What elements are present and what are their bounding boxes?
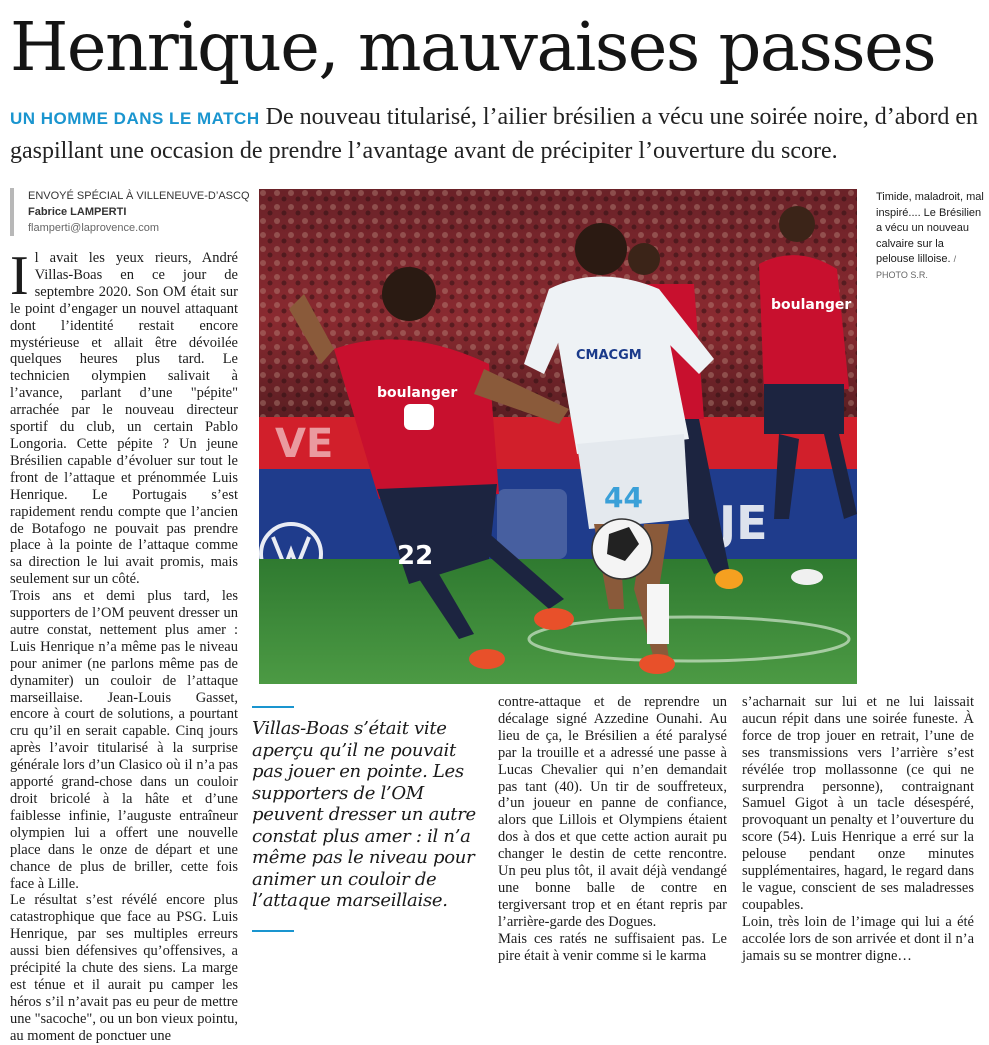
football [592, 519, 652, 579]
headline: Henrique, mauvaises passes [10, 8, 936, 86]
body-column-3 [498, 694, 727, 965]
shirt-sponsor: boulanger [377, 385, 458, 401]
shirt-sponsor: boulanger [771, 297, 852, 313]
byline [10, 188, 250, 236]
dropcap: I [10, 245, 29, 307]
sponsor-logo-icon [497, 489, 567, 559]
body-column-1 [10, 245, 238, 1045]
body-paragraph: Trois ans et demi plus tard, les supporters de l’OM peuvent dresser un autre constat, nettement plus amer : Luis Henrique n’a même pas le niveau pour animer (ne parlons même pas de dynamiter) un couloir de l’attaque marseillaise. Jean-Louis Gasset, encore à court de solutions, a pourtant cru qu’il en serait capable. Cinq jours après l’avoir titularisé à la surprise générale lors d’un Clasico où il n’a pas apporté grand-chose dans un couloir droit bricolé à la hâte et d’une faiblesse infinie, l’auguste entraîneur olympien lui a offert une nouvelle place dans le onze de départ et une chance de plus de briller, cette fois face à Lille. [10, 588, 238, 892]
body-paragraph: s’acharnait sur lui et ne lui laissait aucun répit dans une soirée funeste. À force de trop jouer en retrait, l’une de ses transmissions vers l’arrière s’est révélée trop mollassonne (ce qui ne surprendra personne), contraignant Samuel Gigot à un tacle désespéré, provoquant un penalty et l’ouverture du score (54). Luis Henrique a erré sur la pelouse pendant onze minutes supplémentaires, hagard, le regard dans le vague, conscient de ses maladresses coupables. [742, 694, 974, 913]
photo-caption [876, 190, 984, 283]
body-paragraph: Le résultat s’est révélé encore plus catastrophique que face au PSG. Luis Henrique, par ses multiples erreurs aussi bien défensives qu’offensives, a précipité la chute des siens. La marge est ténue et il aurait pu camper les héros s’il n’avait pas eu peur de mettre une "sacoche", ou un bon vieux pointu, au moment de ponctuer une [10, 892, 238, 1044]
board-text: JE [719, 496, 768, 550]
body-paragraph: contre-attaque et de reprendre un décalage signé Azzedine Ounahi. Au lieu de ça, le Brésilien a été paralysé par la trouille et a adressé une passe à Lucas Chevalier qui n’en demandait pas tant (40). Un tir de souffreteux, d’un joueur en panne de confiance, alors que Lillois et Olympiens étaient dos à dos et que cette action aurait pu changer le destin de cette rencontre. Un peu plus tôt, il avait déjà vendangé une bonne balle de contre en tergiversant trop et en étant repris par l’arrière-garde des Dogues. [498, 694, 727, 930]
byline-email[interactable]: flamperti@laprovence.com [28, 222, 159, 234]
pullquote-rule-top [252, 706, 294, 708]
pullquote: Villas-Boas s’était vite aperçu qu’il ne pouvait pas jouer en pointe. Les supporters de l’OM peuvent dresser un autre constat plus amer : il n’a même pas le niveau pour animer un couloir de l’attaque marseillaise. [252, 718, 476, 911]
body-column-4 [742, 694, 974, 965]
match-photo [259, 189, 857, 684]
body-paragraph: Loin, très loin de l’image qui lui a été accolée lors de son arrivée et dont il n’a jamais su se montrer digne… [742, 913, 974, 964]
standfirst [10, 101, 982, 168]
kicker: UN HOMME DANS LE MATCH [10, 109, 260, 128]
byline-author: Fabrice LAMPERTI [28, 206, 127, 218]
board-text: VE [275, 421, 334, 467]
shirt-number: 44 [604, 481, 643, 514]
photo-credit: / PHOTO S.R. [876, 254, 957, 280]
body-paragraph: Mais ces ratés ne suffisaient pas. Le pire était à venir comme si le karma [498, 930, 727, 964]
caption-text: Timide, maladroit, mal inspiré.... Le Brésilien a vécu un nouveau calvaire sur la pelouse lilloise. [876, 191, 984, 265]
shirt-sponsor: CMACGM [576, 348, 642, 363]
pullquote-rule-bottom [252, 930, 294, 932]
shirt-number: 22 [397, 541, 434, 571]
standfirst-text: De nouveau titularisé, l’ailier brésilien a vécu une soirée noire, d’abord en gaspillant une occasion de prendre l’avantage avant de précipiter l’ouverture du score. [10, 104, 979, 164]
body-paragraph: l avait les yeux rieurs, André Villas-Boas en ce jour de septembre 2020. Son OM était sur le point d’engager un nouvel attaquant dont l’identité restait encore mystérieuse et allait être dévoilée quelques heures plus tard. Le technicien olympien salivait à l’avance, parlant d’une "pépite" arrachée par le nouveau directeur sportif du club, un certain Pablo Longoria. Cette pépite ? Un jeune Brésilien capable d’évoluer sur tout le front de l’attaque et prénommée Luis Henrique. Le Portugais s’est rapidement rendu compte que l’ancien de Botafogo ne pouvait pas prendre place à la pointe de l’attaque comme sa direction le lui avait promis, mais seulement sur un côté. [10, 250, 238, 588]
byline-label: ENVOYÉ SPÉCIAL À VILLENEUVE-D’ASCQ [28, 190, 250, 202]
